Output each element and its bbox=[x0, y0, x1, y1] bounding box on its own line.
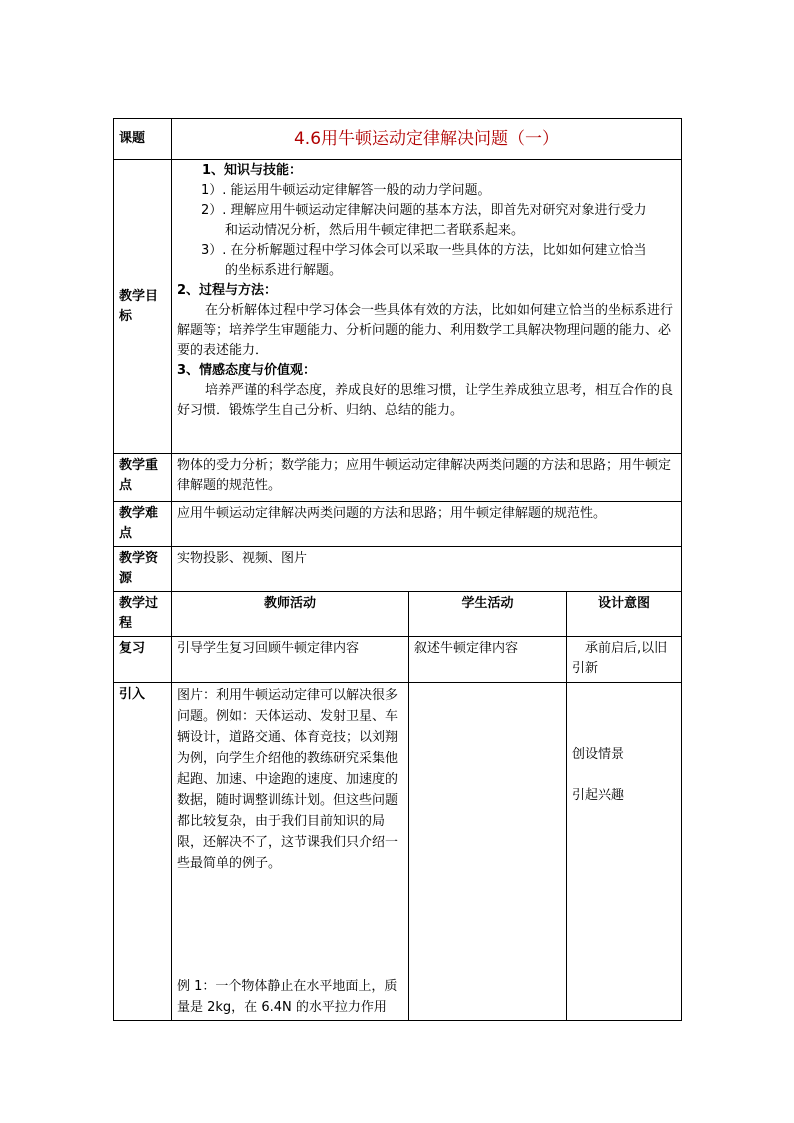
key-points-row bbox=[114, 454, 682, 502]
intro-row bbox=[114, 683, 682, 1021]
process-header-row bbox=[114, 592, 682, 637]
knowledge-item-2b: 和运动情况分析，然后用牛顿定律把二者联系起来。 bbox=[225, 223, 525, 238]
review-row bbox=[114, 637, 682, 683]
lesson-plan-table bbox=[113, 118, 682, 1021]
process-label: 教学过程 bbox=[114, 592, 172, 637]
design-intent-header: 设计意图 bbox=[567, 592, 682, 637]
process-method-heading: 2、过程与方法： bbox=[177, 283, 278, 298]
process-method-text: 在分析解体过程中学习体会一些具体有效的方法，比如如何建立恰当的坐标系进行解题等；培养学生审题能力、分析问题的能力、利用数学工具解决物理问题的能力、必要的表述能力． bbox=[177, 303, 674, 358]
attitude-text: 培养严谨的科学态度，养成良好的思维习惯，让学生养成独立思考，相互合作的良好习惯．锻炼学生自己分析、归纳、总结的能力。 bbox=[177, 383, 674, 418]
review-design: 承前启后,以旧引新 bbox=[567, 637, 682, 683]
example-1-text: 例 1：一个物体静止在水平地面上，质量是 2kg，在 6.4N 的水平拉力作用 bbox=[177, 979, 398, 1015]
key-points-text: 物体的受力分析；数学能力；应用牛顿运动定律解决两类问题的方法和思路；用牛顿定律解题的规范性。 bbox=[172, 454, 682, 502]
attitude-heading: 3、情感态度与价值观： bbox=[177, 363, 317, 378]
intro-design bbox=[567, 683, 682, 1021]
title-row bbox=[114, 119, 682, 160]
intro-teacher-text: 图片：利用牛顿运动定律可以解决很多问题。例如：天体运动、发射卫星、车辆设计，道路交通、体育竞技；以刘翔为例，向学生介绍他的教练研究采集他起跑、加速、中途跑的速度、加速度的数据，随时调整训练计划。但这些问题都比较复杂，由于我们目前知识的局限，还解决不了，这节课我们只介绍一些最简单的例子。 bbox=[177, 688, 399, 871]
difficulties-text: 应用牛顿运动定律解决两类问题的方法和思路；用牛顿定律解题的规范性。 bbox=[172, 502, 682, 547]
intro-teacher bbox=[172, 683, 409, 1021]
key-points-label: 教学重点 bbox=[114, 454, 172, 502]
knowledge-item-2a: 2）. 理解应用牛顿运动定律解决问题的基本方法，即首先对研究对象进行受力 bbox=[201, 203, 647, 218]
difficulties-label: 教学难点 bbox=[114, 502, 172, 547]
intro-design-1: 创设情景 bbox=[572, 747, 625, 762]
knowledge-item-3a: 3）. 在分析解题过程中学习体会可以采取一些具体的方法，比如如何建立恰当 bbox=[201, 243, 647, 258]
knowledge-item-1: 1）. 能运用牛顿运动定律解答一般的动力学问题。 bbox=[201, 183, 491, 198]
teacher-activity-header: 教师活动 bbox=[172, 592, 409, 637]
knowledge-heading: 1、知识与技能： bbox=[202, 163, 303, 178]
resources-row bbox=[114, 547, 682, 592]
intro-design-2: 引起兴趣 bbox=[572, 788, 625, 803]
objectives-content bbox=[172, 160, 682, 454]
intro-student bbox=[409, 683, 567, 1021]
review-teacher: 引导学生复习回顾牛顿定律内容 bbox=[172, 637, 409, 683]
objectives-row bbox=[114, 160, 682, 454]
student-activity-header: 学生活动 bbox=[409, 592, 567, 637]
title-label: 课题 bbox=[114, 119, 172, 160]
intro-label: 引入 bbox=[114, 683, 172, 1021]
difficulties-row bbox=[114, 502, 682, 547]
review-student: 叙述牛顿定律内容 bbox=[409, 637, 567, 683]
knowledge-item-3b: 的坐标系进行解题。 bbox=[225, 263, 343, 278]
resources-text: 实物投影、视频、图片 bbox=[172, 547, 682, 592]
lesson-title: 4.6用牛顿运动定律解决问题（一） bbox=[172, 119, 682, 160]
resources-label: 教学资源 bbox=[114, 547, 172, 592]
review-label: 复习 bbox=[114, 637, 172, 683]
objectives-label: 教学目标 bbox=[114, 160, 172, 454]
